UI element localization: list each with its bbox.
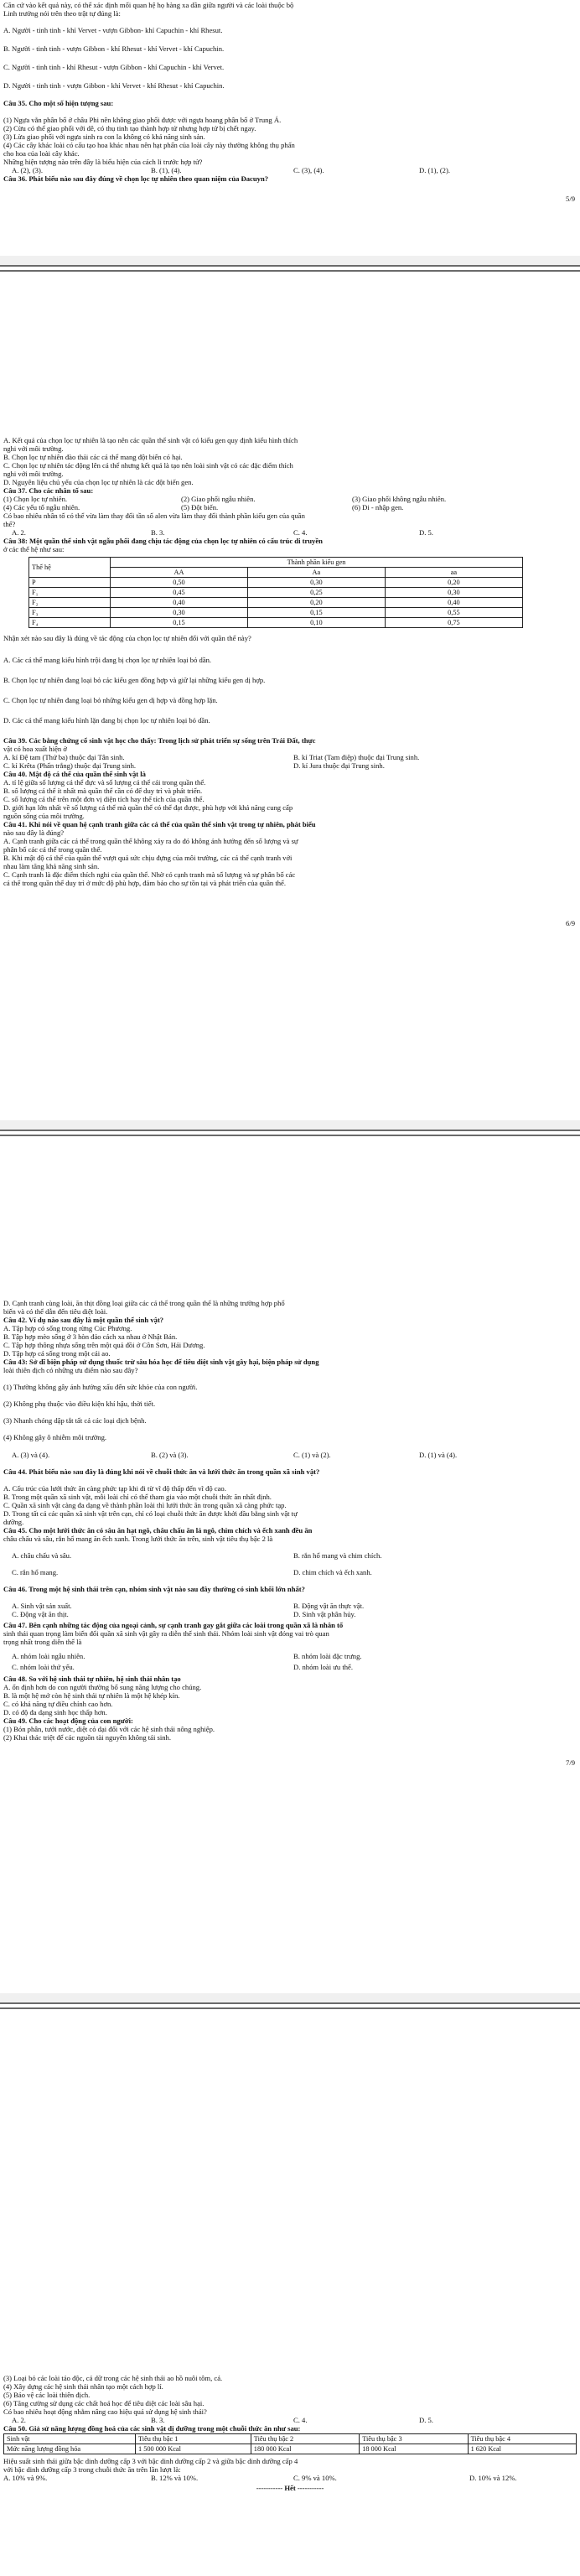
- text-line: (4) Không gây ô nhiễm môi trường.: [3, 1433, 107, 1441]
- text-line: (3) Loại bỏ các loài tảo độc, cá dữ trong các hệ sinh thái ao hồ nuôi tôm, cá.: [3, 2374, 223, 2382]
- q46-option-c: C. Động vật ăn thịt.: [12, 1610, 69, 1618]
- q38-option-b: B. Chọn lọc tự nhiên đang loại bỏ các kiểu gen đồng hợp và giữ lại những kiểu gen dị hợp.: [3, 676, 266, 684]
- text-line: (2) Cừu có thể giao phối với dê, có thụ tinh tạo thành hợp tử nhưng hợp tử bị chết ngay.: [3, 124, 256, 132]
- table-cell: 0,40: [385, 598, 522, 608]
- q40-option-b: B. số lượng cá thể ít nhất mà quần thể cần có để duy trì và phát triển.: [3, 787, 203, 795]
- table-cell: 0,50: [111, 578, 248, 588]
- question-41: Câu 41. Khi nói về quan hệ cạnh tranh giữa các cá thể của quần thể sinh vật trong tự nhiên, phát biểu: [3, 820, 316, 828]
- table-row: [29, 578, 523, 588]
- q40-option-a: A. tỉ lệ giữa số lượng cá thể đực và số lượng cá thể cái trong quần thể.: [3, 778, 206, 787]
- question-44: Câu 44. Phát biểu nào sau đây là đúng khi nói về chuỗi thức ăn và lưới thức ăn trong quần xã sinh vật?: [3, 1467, 320, 1476]
- q41-option-a: A. Cạnh tranh giữa các cá thể trong quần thể không xảy ra do đó không ảnh hưởng đến số lượng và sự: [3, 837, 298, 845]
- table-header: AA: [111, 568, 248, 578]
- q39-option-c: C. kỉ Krêta (Phấn trắng) thuộc đại Trung sinh.: [3, 761, 137, 770]
- question-45: Câu 45. Cho một lưới thức ăn có sâu ăn hạt ngô, châu chấu ăn lá ngô, chim chích và ếch xanh đều ăn: [3, 1526, 313, 1535]
- text-line: (2) Giao phối ngẫu nhiên.: [181, 495, 256, 503]
- text-line: (4) Các yếu tố ngẫu nhiên.: [3, 503, 80, 512]
- text-line: nghi với môi trường.: [3, 470, 64, 478]
- table-header: Tiêu thụ bậc 2: [251, 2434, 359, 2444]
- q37-option-d: D. 5.: [419, 528, 433, 537]
- table-row: [4, 2444, 577, 2454]
- text-line: (1) Chọn lọc tự nhiên.: [3, 495, 68, 503]
- q43-option-a: A. (3) và (4).: [12, 1451, 50, 1459]
- q39-option-b: B. kỉ Triat (Tam điệp) thuộc đại Trung sinh.: [293, 753, 420, 761]
- table-header: Aa: [247, 568, 385, 578]
- table-row: [29, 618, 523, 628]
- table-header: Thế hệ: [29, 558, 111, 578]
- q48-option-c: C. có khả năng tự điều chỉnh cao hơn.: [3, 1700, 113, 1708]
- text-line: (3) Lừa giao phối với ngựa sinh ra con la không có khả năng sinh sản.: [3, 132, 205, 141]
- q35-option-b: B. (1), (4).: [151, 166, 182, 174]
- table-cell: 0,15: [111, 618, 248, 628]
- option-d: D. Người - tinh tinh - vượn Gibbon - khỉ Vervet - khỉ Rhesut - khỉ Capuchin.: [3, 81, 225, 90]
- text-line: Có bao nhiêu hoạt động nhằm nâng cao hiệu quả sử dụng hệ sinh thái?: [3, 2407, 207, 2416]
- table-header: Thành phần kiểu gen: [111, 558, 523, 568]
- question-42: Câu 42. Ví dụ nào sau đây là một quần thể sinh vật?: [3, 1316, 164, 1324]
- text-line: (5) Bảo vệ các loài thiên địch.: [3, 2391, 91, 2399]
- text-line: nghi với môi trường.: [3, 444, 64, 453]
- q46-option-a: A. Sinh vật sản xuất.: [12, 1602, 72, 1610]
- text-line: Có bao nhiêu nhân tố có thể vừa làm thay đổi tần số alen vừa làm thay đổi thành phần kiểu gen của quần: [3, 512, 305, 520]
- text-line: nào sau đây là đúng?: [3, 828, 65, 837]
- q45-option-c: C. rắn hổ mang.: [12, 1568, 59, 1576]
- text-line: sinh thái quan trọng làm biến đổi quần xã sinh vật gây ra diễn thế sinh thái. Nhóm loài sinh vật đóng vai trò quan: [3, 1629, 329, 1638]
- page-divider: [0, 1135, 580, 1136]
- text-line: (4) Xây dựng các hệ sinh thái nhân tạo một cách hợp lí.: [3, 2382, 163, 2391]
- q43-option-d: D. (1) và (4).: [419, 1451, 458, 1459]
- q44-option-b: B. Trong một quần xã sinh vật, mỗi loài chỉ có thể tham gia vào một chuỗi thức ăn nhất định.: [3, 1493, 272, 1501]
- text-line: thể?: [3, 520, 16, 528]
- q46-option-d: D. Sinh vật phân hủy.: [293, 1610, 356, 1618]
- q35-option-c: C. (3), (4).: [293, 166, 324, 174]
- q42-option-d: D. Tập hợp cá sống trong một cái ao.: [3, 1349, 111, 1358]
- text-line: (6) Di - nhập gen.: [352, 503, 404, 512]
- option-a: A. Người - tinh tinh - khỉ Vervet - vượn Gibbon- khỉ Capuchin - khỉ Rhesut.: [3, 26, 223, 34]
- text-line: phân bố các cá thể trong quần thể.: [3, 845, 102, 854]
- q45-option-d: D. chim chích và ếch xanh.: [293, 1568, 372, 1576]
- q47-option-a: A. nhóm loài ngẫu nhiên.: [12, 1652, 85, 1660]
- table-cell: 0,25: [247, 588, 385, 598]
- text-line: D. Cạnh tranh cùng loài, ăn thịt đồng loại giữa các cá thể trong quần thể là những trường hợp phổ: [3, 1299, 285, 1307]
- text-line: (4) Các cây khác loài có cấu tạo hoa khác nhau nên hạt phấn của loài cây này thường không thụ phấn: [3, 141, 295, 149]
- q49-option-a: A. 2.: [12, 2416, 26, 2424]
- text-line: (2) Khai thác triệt để các nguồn tài nguyên không tái sinh.: [3, 1733, 171, 1742]
- page-7: [0, 1138, 580, 1993]
- q50-option-c: C. 9% và 10%.: [293, 2474, 337, 2482]
- question-50: Câu 50. Giả sử năng lượng đồng hoá của các sinh vật dị dưỡng trong một chuỗi thức ăn như sau:: [3, 2424, 301, 2433]
- text-line: Linh trưởng nói trên theo trật tự đúng là:: [3, 9, 121, 18]
- q38-option-c: C. Chọn lọc tự nhiên đang loại bỏ những kiểu gen dị hợp và đồng hợp lặn.: [3, 696, 218, 704]
- text-line: A. Kết quả của chọn lọc tự nhiên là tạo nên các quần thể sinh vật có kiểu gen quy định kiểu hình thích: [3, 436, 298, 444]
- option-b: B. Người - tinh tinh - vượn Gibbon - khỉ Rhesut - khỉ Vervet - khỉ Capuchin.: [3, 44, 225, 53]
- table-cell: F₃: [29, 608, 111, 618]
- q42-option-a: A. Tập hợp cỏ sống trong rừng Cúc Phương.: [3, 1324, 132, 1332]
- question-40: Câu 40. Mật độ cá thể của quần thể sinh vật là: [3, 770, 146, 778]
- text-line: biến và có thể dẫn đến tiêu diệt loài.: [3, 1307, 108, 1316]
- q40-option-c: C. số lượng cá thể trên một đơn vị diện tích hay thể tích của quần thể.: [3, 795, 205, 803]
- q43-option-c: C. (1) và (2).: [293, 1451, 331, 1459]
- table-header: Tiêu thụ bậc 3: [360, 2434, 468, 2444]
- table-cell: 180 000 Kcal: [251, 2444, 359, 2454]
- page-6: [0, 273, 580, 1120]
- table-row: [29, 598, 523, 608]
- text-line: cho hoa của loài cây khác.: [3, 149, 80, 158]
- page-divider: [0, 270, 580, 272]
- table-cell: 0,30: [247, 578, 385, 588]
- table-header: aa: [385, 568, 522, 578]
- table-cell: 0,30: [111, 608, 248, 618]
- text-line: (1) Thường không gây ảnh hưởng xấu đến sức khỏe của con người.: [3, 1383, 198, 1391]
- text-line: châu chấu và sâu, rắn hổ mang ăn ếch xanh. Trong lưới thức ăn trên, sinh vật tiêu thụ bậc 2 là: [3, 1535, 273, 1543]
- text-line: trọng nhất trong diễn thế là: [3, 1638, 82, 1646]
- page-divider: [0, 2007, 580, 2009]
- table-cell: 0,30: [385, 588, 522, 598]
- table-cell: 0,15: [247, 608, 385, 618]
- text-line: ở các thế hệ như sau:: [3, 545, 65, 553]
- q35-option-d: D. (1), (2).: [419, 166, 450, 174]
- q44-option-a: A. Cấu trúc của lưới thức ăn càng phức tạp khi đi từ vĩ độ thấp đến vĩ độ cao.: [3, 1484, 226, 1493]
- text-line: Những hiện tượng nào trên đây là biểu hiện của cách li trước hợp tử?: [3, 158, 203, 166]
- q48-option-a: A. ổn định hơn do con người thường bổ sung năng lượng cho chúng.: [3, 1683, 202, 1691]
- q37-option-c: C. 4.: [293, 528, 308, 537]
- q38-option-a: A. Các cá thể mang kiểu hình trội đang bị chọn lọc tự nhiên loại bỏ dần.: [3, 656, 212, 664]
- q50-option-b: B. 12% và 10%.: [151, 2474, 199, 2482]
- q35-option-a: A. (2), (3).: [12, 166, 43, 174]
- table-cell: 0,10: [247, 618, 385, 628]
- table-row: [29, 608, 523, 618]
- q47-option-d: D. nhóm loài ưu thế.: [293, 1663, 354, 1671]
- text-line: nguồn sống của môi trường.: [3, 812, 85, 820]
- question-48: Câu 48. So với hệ sinh thái tự nhiên, hệ sinh thái nhân tạo: [3, 1675, 181, 1683]
- table-row: [29, 588, 523, 598]
- question-36: Câu 36. Phát biểu nào sau đây đúng về chọn lọc tự nhiên theo quan niệm của Đacuyn?: [3, 174, 269, 183]
- text-line: vật có hoa xuất hiện ở: [3, 745, 67, 753]
- q48-option-d: D. có độ đa dạng sinh học thấp hơn.: [3, 1708, 107, 1716]
- question-49: Câu 49. Cho các hoạt động của con người:: [3, 1716, 133, 1725]
- q43-option-b: B. (2) và (3).: [151, 1451, 189, 1459]
- text-line: dưỡng.: [3, 1518, 24, 1526]
- q49-option-c: C. 4.: [293, 2416, 308, 2424]
- table-cell: 0,20: [247, 598, 385, 608]
- q44-option-c: C. Quần xã sinh vật càng đa dạng về thành phần loài thì lưới thức ăn trong quần xã càng phức tạp.: [3, 1501, 287, 1509]
- text-line: D. Nguyên liệu chủ yếu của chọn lọc tự nhiên là các đột biến gen.: [3, 478, 194, 486]
- text-line: nhau làm tăng khả năng sinh sản.: [3, 862, 100, 870]
- table-header: Sinh vật: [4, 2434, 136, 2444]
- q42-option-b: B. Tập hợp mèo sống ở 3 hòn đảo cách xa nhau ở Nhật Bản.: [3, 1332, 178, 1341]
- q46-option-b: B. Động vật ăn thực vật.: [293, 1602, 365, 1610]
- genotype-table: [28, 557, 523, 628]
- q37-option-b: B. 3.: [151, 528, 165, 537]
- table-cell: F₄: [29, 618, 111, 628]
- table-cell: 1 500 000 Kcal: [136, 2444, 251, 2454]
- table-cell: 0,45: [111, 588, 248, 598]
- text-line: Hiệu suất sinh thái giữa bậc dinh dưỡng cấp 3 với bậc dinh dưỡng cấp 2 và giữa bậc dinh dưỡng cấp 4: [3, 2457, 298, 2465]
- page-divider: [0, 2002, 580, 2004]
- table-cell: 0,20: [385, 578, 522, 588]
- question-38: Câu 38: Một quần thể sinh vật ngẫu phối đang chịu tác động của chọn lọc tự nhiên có cấu trúc di truyền: [3, 537, 323, 545]
- table-cell: Mức năng lượng đồng hóa: [4, 2444, 136, 2454]
- q38-option-d: D. Các cá thể mang kiểu hình lặn đang bị chọn lọc tự nhiên loại bỏ dần.: [3, 716, 210, 724]
- text-line: cá thể trong quần thể duy trì ở mức độ phù hợp, đảm bảo cho sự tồn tại và phát triển của quần thể.: [3, 879, 287, 887]
- q39-option-a: A. kỉ Đệ tam (Thứ ba) thuộc đại Tân sinh.: [3, 753, 125, 761]
- option-c: C. Người - tinh tinh - khỉ Rhesut - vượn Gibbon - khỉ Capuchin - khỉ Vervet.: [3, 63, 225, 71]
- question-37: Câu 37. Cho các nhân tố sau:: [3, 486, 94, 495]
- q39-option-d: D. kỉ Jura thuộc đại Trung sinh.: [293, 761, 385, 770]
- q42-option-c: C. Tập hợp thông nhựa sống trên một quả đồi ở Côn Sơn, Hải Dương.: [3, 1341, 205, 1349]
- q45-option-b: B. rắn hổ mang và chim chích.: [293, 1551, 382, 1560]
- q49-option-d: D. 5.: [419, 2416, 433, 2424]
- q37-option-a: A. 2.: [12, 528, 26, 537]
- page-number: 6/9: [566, 919, 575, 927]
- q48-option-b: B. là một hệ mở còn hệ sinh thái tự nhiên là một hệ khép kín.: [3, 1691, 180, 1700]
- text-line: với bậc dinh dưỡng cấp 3 trong chuỗi thức ăn trên lần lượt là:: [3, 2465, 181, 2474]
- text-line: (3) Giao phối không ngẫu nhiên.: [352, 495, 447, 503]
- page-number: 7/9: [566, 1758, 575, 1767]
- table-cell: 0,75: [385, 618, 522, 628]
- q44-option-d: D. Trong tất cả các quần xã sinh vật trên cạn, chỉ có loại chuỗi thức ăn được khởi đầu bằng sinh vật tự: [3, 1509, 298, 1518]
- table-header: Tiêu thụ bậc 1: [136, 2434, 251, 2444]
- text-line: (2) Không phụ thuộc vào điều kiện khí hậu, thời tiết.: [3, 1400, 156, 1408]
- table-cell: F₁: [29, 588, 111, 598]
- question-39: Câu 39. Các bằng chứng cổ sinh vật học cho thấy: Trong lịch sử phát triển sự sống trên Trái Đất, thực: [3, 736, 316, 745]
- table-cell: F₂: [29, 598, 111, 608]
- text-line: C. Chọn lọc tự nhiên tác động lên cá thể nhưng kết quả là tạo nên loài sinh vật có các đặc điểm thích: [3, 461, 293, 470]
- text-line: Căn cứ vào kết quả này, có thể xác định mối quan hệ họ hàng xa dần giữa người và các loài thuộc bộ: [3, 1, 294, 9]
- table-cell: 1 620 Kcal: [468, 2444, 576, 2454]
- text-line: loài thiên địch có những ưu điểm nào sau đây?: [3, 1366, 138, 1374]
- text-line: B. Chọn lọc tự nhiên đào thải các cá thể mang đột biến có hại.: [3, 453, 183, 461]
- page-5: [0, 0, 580, 256]
- text-line: (1) Bón phân, tưới nước, diệt cỏ dại đối với các hệ sinh thái nông nghiệp.: [3, 1725, 215, 1733]
- q41-option-b: B. Khi mật độ cá thể của quần thể vượt quá sức chịu đựng của môi trường, các cá thể cạnh tranh với: [3, 854, 293, 862]
- q50-option-a: A. 10% và 9%.: [3, 2474, 48, 2482]
- text-line: (3) Nhanh chóng dập tắt tất cả các loại dịch bệnh.: [3, 1416, 147, 1425]
- table-cell: 18 000 Kcal: [360, 2444, 468, 2454]
- text-line: (6) Tăng cường sử dụng các chất hoá học để tiêu diệt các loài sâu hại.: [3, 2399, 205, 2407]
- text-line: (1) Ngựa vằn phân bố ở châu Phi nên không giao phối được với ngựa hoang phân bố ở Trung Á.: [3, 116, 282, 124]
- text-line: (5) Đột biến.: [181, 503, 219, 512]
- page-8: [0, 2011, 580, 2576]
- q47-option-c: C. nhóm loài thứ yếu.: [12, 1663, 75, 1671]
- question-46: Câu 46. Trong một hệ sinh thái trên cạn, nhóm sinh vật nào sau đây thường có sinh khối lớn nhất?: [3, 1585, 305, 1593]
- table-cell: P: [29, 578, 111, 588]
- table-cell: 0,55: [385, 608, 522, 618]
- energy-table: [3, 2433, 577, 2454]
- q45-option-a: A. châu chấu và sâu.: [12, 1551, 72, 1560]
- text-line: Nhận xét nào sau đây là đúng về tác động của chọn lọc tự nhiên đối với quần thể này?: [3, 634, 251, 642]
- q41-option-c: C. Cạnh tranh là đặc điểm thích nghi của quần thể. Nhờ có cạnh tranh mà số lượng và sự phân bố các: [3, 870, 296, 879]
- q50-option-d: D. 10% và 12%.: [469, 2474, 517, 2482]
- question-47: Câu 47. Bên cạnh những tác động của ngoại cảnh, sự cạnh tranh gay gắt giữa các loài trong quần xã là nhân tố: [3, 1621, 344, 1629]
- page-divider: [0, 1130, 580, 1131]
- page-number: 5/9: [566, 195, 575, 203]
- table-cell: 0,40: [111, 598, 248, 608]
- page-divider: [0, 265, 580, 267]
- question-43: Câu 43: Sở dĩ biện pháp sử dụng thuốc trừ sâu hóa học để tiêu diệt sinh vật gây hại, biện pháp sử dụng: [3, 1358, 319, 1366]
- q40-option-d: D. giới hạn lớn nhất về số lượng cá thể mà quần thể có thể đạt được, phù hợp với khả năng cung cấp: [3, 803, 293, 812]
- q49-option-b: B. 3.: [151, 2416, 165, 2424]
- end-marker: ----------- Hết -----------: [256, 2484, 324, 2492]
- q47-option-b: B. nhóm loài đặc trưng.: [293, 1652, 362, 1660]
- question-35: Câu 35. Cho một số hiện tượng sau:: [3, 99, 114, 107]
- table-header: Tiêu thụ bậc 4: [468, 2434, 576, 2444]
